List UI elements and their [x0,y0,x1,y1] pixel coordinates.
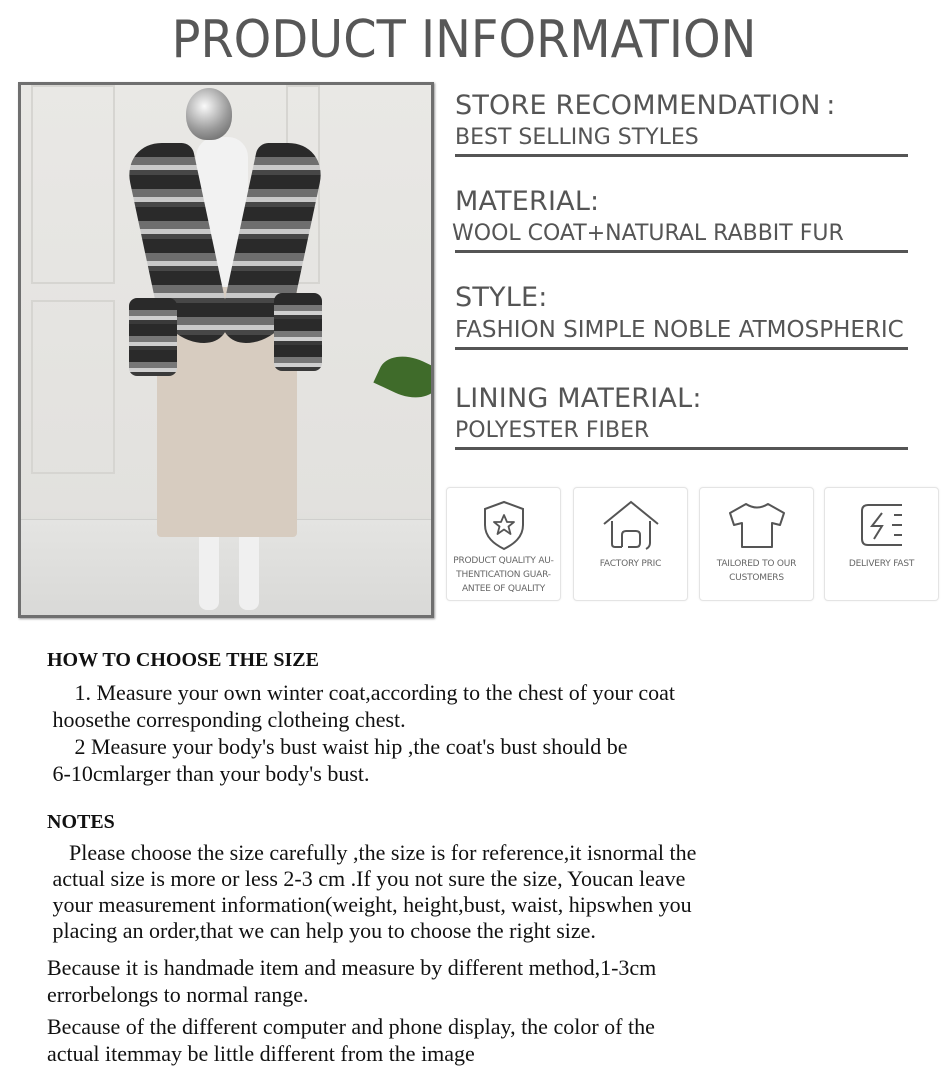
spec-value: FASHION SIMPLE NOBLE ATMOSPHERIC [455,317,904,343]
feature-caption: FACTORY PRIC [599,559,662,569]
spec-material [452,186,915,253]
notes-section [47,811,696,1067]
mannequin-leg [199,530,219,610]
product-photo [18,82,434,618]
door-panel [31,300,115,474]
page-title: PRODUCT INFORMATION [171,10,757,70]
notes-line: actual itemmay be little different from the image [47,1041,475,1066]
tshirt-icon [726,499,788,551]
spec-store-recommendation [455,90,915,157]
notes-line: Because it is handmade item and measure by different method,1-3cm [47,955,657,980]
feature-caption: THENTICATION GUAR- [456,570,551,580]
section-heading: NOTES [47,811,115,833]
divider [455,154,908,157]
fur-cuff-left [129,298,177,376]
fast-delivery-icon [854,499,910,551]
plant-leaf [373,346,434,408]
size-guide-section [47,649,675,787]
feature-caption: TAILORED TO OUR [716,559,797,569]
spec-lining-material [455,383,915,450]
mannequin-head [186,88,232,140]
feature-caption: DELIVERY FAST [848,559,915,569]
size-guide-line: hoosethe corresponding clotheing chest. [47,707,406,732]
spec-label: LINING MATERIAL: [455,383,702,414]
notes-line: Please choose the size carefully ,the size is for reference,it isnormal the [47,840,697,865]
spec-value: BEST SELLING STYLES [455,125,699,150]
notes-line: actual size is more or less 2-3 cm .If you not sure the size, Youcan leave [47,866,686,891]
divider [455,447,908,450]
notes-line: errorbelongs to normal range. [47,982,309,1007]
spec-label: STORE RECOMMENDATION : [455,90,836,121]
door-panel [31,85,115,284]
spec-value: POLYESTER FIBER [455,418,650,443]
feature-tailored [699,487,814,601]
feature-quality-guarantee [446,487,561,601]
feature-caption: ANTEE OF QUALITY [461,584,546,594]
divider [455,250,908,253]
section-heading: HOW TO CHOOSE THE SIZE [47,649,319,671]
feature-factory-price [573,487,688,601]
spec-style [455,282,915,350]
shield-star-icon [478,499,530,551]
fur-cuff-right [274,293,322,371]
feature-caption: PRODUCT QUALITY AU- [453,556,554,566]
notes-line: your measurement information(weight, height,bust, waist, hipswhen you [47,892,692,917]
notes-line: Because of the different computer and phone display, the color of the [47,1014,655,1039]
house-icon [600,499,662,551]
feature-caption: CUSTOMERS [729,573,784,583]
notes-line: placing an order,that we can help you to choose the right size. [47,918,596,943]
spec-label: MATERIAL: [455,186,600,217]
size-guide-line: 2 Measure your body's bust waist hip ,the coat's bust should be [47,734,628,759]
size-guide-line: 6-10cmlarger than your body's bust. [47,761,370,786]
feature-delivery-fast [824,487,939,601]
mannequin-leg [239,530,259,610]
divider [455,347,908,350]
spec-label: STYLE: [455,282,548,313]
size-guide-line: 1. Measure your own winter coat,according to the chest of your coat [47,680,676,705]
spec-value: WOOL COAT+NATURAL RABBIT FUR [452,221,844,246]
